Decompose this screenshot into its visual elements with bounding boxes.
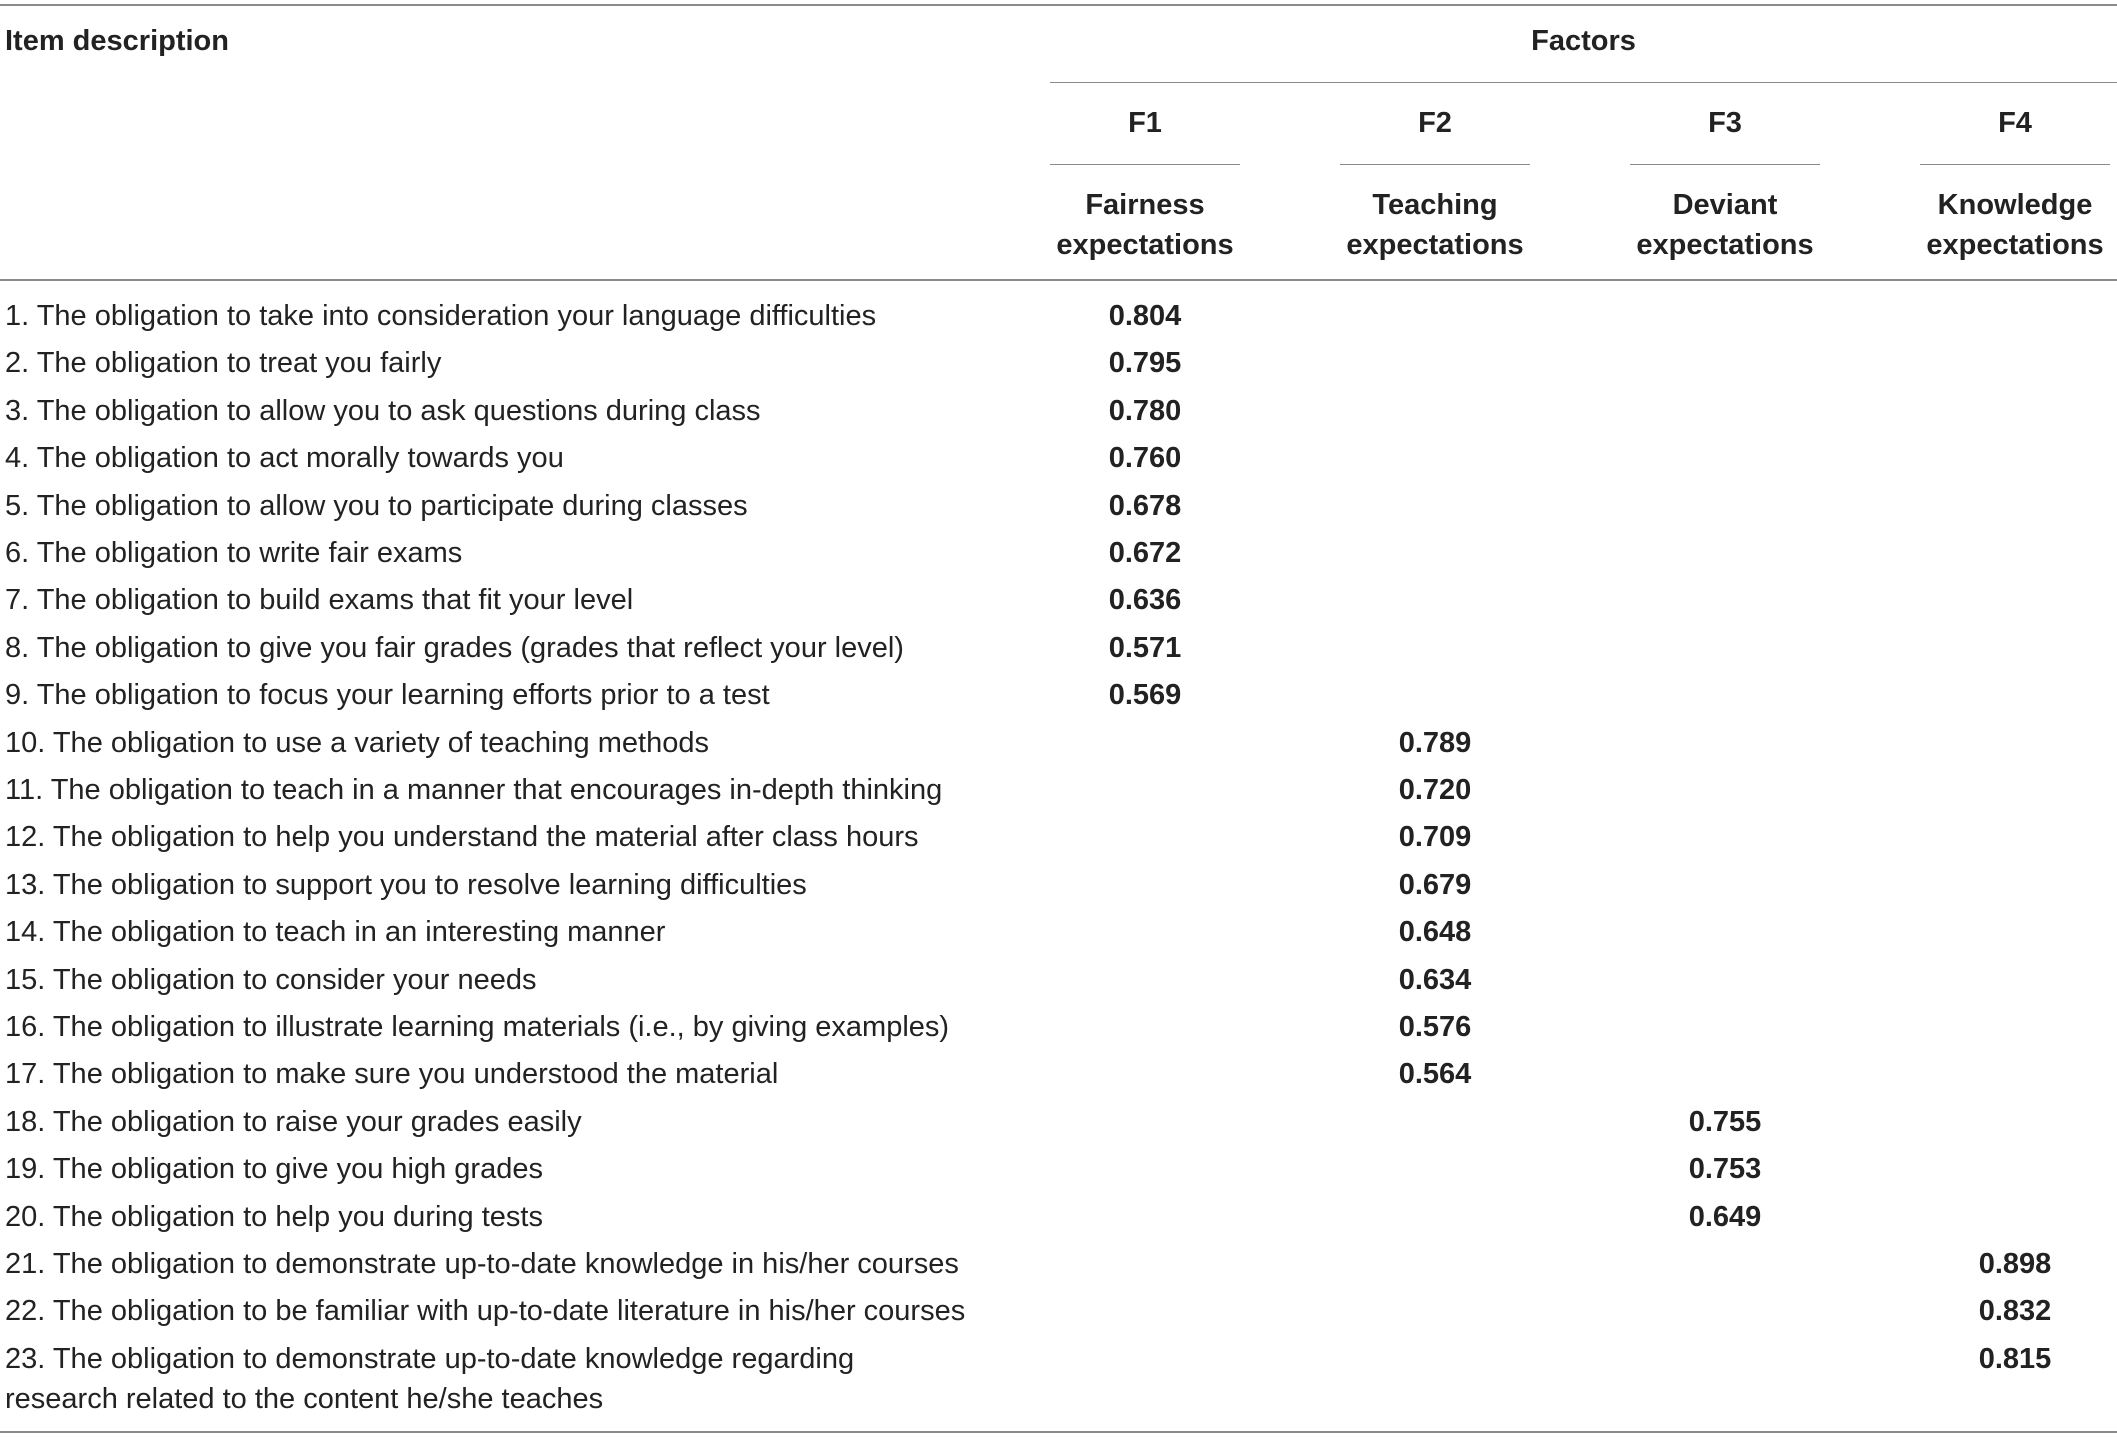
table-row-item: 5. The obligation to allow you to participate during classes bbox=[5, 490, 748, 522]
table-row-loading: 0.649 bbox=[1688, 1201, 1762, 1233]
factor-name-f4-line2: expectations bbox=[1926, 229, 2104, 261]
table-row-loading: 0.564 bbox=[1398, 1058, 1472, 1090]
table-row-loading: 0.720 bbox=[1398, 774, 1472, 806]
factor-name-f4 bbox=[1915, 185, 2115, 265]
table-row-loading: 0.571 bbox=[1108, 632, 1182, 664]
table-row-item: 17. The obligation to make sure you understood the material bbox=[5, 1058, 779, 1090]
table-row-item: 10. The obligation to use a variety of teaching methods bbox=[5, 727, 709, 759]
top-rule bbox=[0, 4, 2117, 6]
f3-underline bbox=[1630, 164, 1820, 165]
table-row-loading: 0.804 bbox=[1108, 300, 1182, 332]
f2-underline bbox=[1340, 164, 1530, 165]
table-row-item: 13. The obligation to support you to resolve learning difficulties bbox=[5, 869, 807, 901]
table-row-loading: 0.815 bbox=[1978, 1343, 2052, 1375]
factor-code-f1: F1 bbox=[1128, 107, 1162, 139]
table-row-loading: 0.576 bbox=[1398, 1011, 1472, 1043]
factor-code-f2: F2 bbox=[1418, 107, 1452, 139]
item-description-header: Item description bbox=[5, 25, 229, 57]
table-row-item: 20. The obligation to help you during tests bbox=[5, 1201, 543, 1233]
header-bottom-rule bbox=[0, 279, 2117, 281]
factors-header: Factors bbox=[1531, 25, 1636, 57]
factor-name-f3 bbox=[1625, 185, 1825, 265]
table-row-item: 15. The obligation to consider your needs bbox=[5, 964, 537, 996]
f1-underline bbox=[1050, 164, 1240, 165]
f4-underline bbox=[1920, 164, 2110, 165]
table-row-loading: 0.753 bbox=[1688, 1153, 1762, 1185]
table-row-loading: 0.672 bbox=[1108, 537, 1182, 569]
table-row-item: 2. The obligation to treat you fairly bbox=[5, 347, 442, 379]
table-row-loading: 0.678 bbox=[1108, 490, 1182, 522]
table-row-loading: 0.709 bbox=[1398, 821, 1472, 853]
table-row-loading: 0.648 bbox=[1398, 916, 1472, 948]
table-row-loading: 0.898 bbox=[1978, 1248, 2052, 1280]
table-row-item: 12. The obligation to help you understand the material after class hours bbox=[5, 821, 919, 853]
table-row-item: 19. The obligation to give you high grades bbox=[5, 1153, 543, 1185]
table-row-item: 8. The obligation to give you fair grades (grades that reflect your level) bbox=[5, 632, 904, 664]
factor-name-f4-line1: Knowledge bbox=[1937, 189, 2093, 221]
table-row-item: 21. The obligation to demonstrate up-to-date knowledge in his/her courses bbox=[5, 1248, 959, 1280]
bottom-rule bbox=[0, 1431, 2117, 1433]
factor-name-f2 bbox=[1335, 185, 1535, 265]
table-row-item: 18. The obligation to raise your grades easily bbox=[5, 1106, 582, 1138]
factor-name-f1 bbox=[1045, 185, 1245, 265]
factor-name-f3-line1: Deviant bbox=[1672, 189, 1778, 221]
factor-name-f3-line2: expectations bbox=[1636, 229, 1814, 261]
table-row-item: 14. The obligation to teach in an interesting manner bbox=[5, 916, 666, 948]
table-row-loading: 0.832 bbox=[1978, 1295, 2052, 1327]
table-row-item: 6. The obligation to write fair exams bbox=[5, 537, 463, 569]
table-row-loading: 0.755 bbox=[1688, 1106, 1762, 1138]
table-row-item: 23. The obligation to demonstrate up-to-date knowledge regarding research related to the content he/she teaches bbox=[5, 1343, 855, 1415]
table-row-loading: 0.795 bbox=[1108, 347, 1182, 379]
table-row-loading: 0.569 bbox=[1108, 679, 1182, 711]
table-row-item: 1. The obligation to take into consideration your language difficulties bbox=[5, 300, 877, 332]
table-row-item: 11. The obligation to teach in a manner that encourages in-depth thinking bbox=[5, 774, 943, 806]
factor-name-f1-line2: expectations bbox=[1056, 229, 1234, 261]
table-row-item: 9. The obligation to focus your learning efforts prior to a test bbox=[5, 679, 770, 711]
factor-code-f3: F3 bbox=[1708, 107, 1742, 139]
table-row-item: 7. The obligation to build exams that fit your level bbox=[5, 584, 634, 616]
table-row-item: 22. The obligation to be familiar with up-to-date literature in his/her courses bbox=[5, 1295, 966, 1327]
table-row-loading: 0.634 bbox=[1398, 964, 1472, 996]
table-row-loading: 0.679 bbox=[1398, 869, 1472, 901]
factor-code-f4: F4 bbox=[1998, 107, 2032, 139]
factor-name-f2-line1: Teaching bbox=[1372, 189, 1498, 221]
table-row-item: 3. The obligation to allow you to ask questions during class bbox=[5, 395, 761, 427]
table-row-loading: 0.780 bbox=[1108, 395, 1182, 427]
table-row-loading: 0.760 bbox=[1108, 442, 1182, 474]
table-row-item: 16. The obligation to illustrate learning materials (i.e., by giving examples) bbox=[5, 1011, 950, 1043]
table-row-item: 4. The obligation to act morally towards you bbox=[5, 442, 564, 474]
table-row-loading: 0.636 bbox=[1108, 584, 1182, 616]
table-row-loading: 0.789 bbox=[1398, 727, 1472, 759]
factor-name-f1-line1: Fairness bbox=[1085, 189, 1205, 221]
factor-name-f2-line2: expectations bbox=[1346, 229, 1524, 261]
factors-underline bbox=[1050, 82, 2117, 83]
